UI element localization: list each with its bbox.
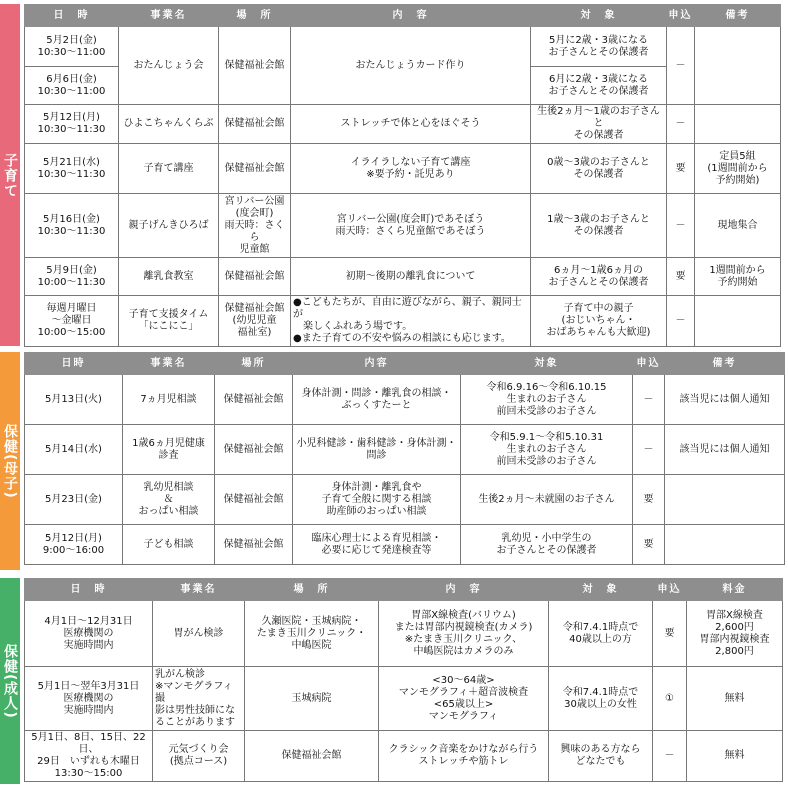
row-note: 該当児には個人通知 <box>665 375 785 425</box>
row-content: 小児科健診・歯科健診・身体計測・ 問診 <box>293 425 461 475</box>
row-apply: － <box>667 27 695 105</box>
header-target: 対 象 <box>531 5 667 27</box>
header-name: 事業名 <box>119 5 219 27</box>
row-date: 5月12日(月) 10:30～11:30 <box>25 105 119 144</box>
row-date: 5月1日、8日、15日、22日、 29日 いずれも木曜日 13:30～15:00 <box>25 731 153 782</box>
table-row <box>25 525 785 565</box>
row-date: 5月1日～翌年3月31日 医療機関の 実施時間内 <box>25 667 153 731</box>
table-row <box>25 475 785 525</box>
row-target: 令和6.9.16～令和6.10.15 生まれのお子さん 前回未受診のお子さん <box>461 375 633 425</box>
row-event: 子ども相談 <box>123 525 215 565</box>
row-content: クラシック音楽をかけながら行う ストレッチや筋トレ <box>379 731 549 782</box>
table-row <box>25 258 781 296</box>
row-apply: － <box>667 296 695 347</box>
header-content: 内容 <box>293 353 461 375</box>
row-note: 定員5組 (1週間前から 予約開始) <box>695 144 781 194</box>
seijin-table <box>24 578 783 782</box>
row-content: 身体計測・問診・離乳食の相談・ ぶっくすたーと <box>293 375 461 425</box>
row-place: 玉城病院 <box>245 667 379 731</box>
row-place: 宮リバー公園 (度会町) 雨天時：さくら 児童館 <box>219 194 291 258</box>
row-target: 生後2ヵ月～1歳のお子さんと その保護者 <box>531 105 667 144</box>
row-place: 保健福祉会館 <box>219 144 291 194</box>
row-note: 1週間前から 予約開始 <box>695 258 781 296</box>
header-content: 内 容 <box>291 5 531 27</box>
row-date: 毎週月曜日 ～金曜日 10:00～15:00 <box>25 296 119 347</box>
row-event: 離乳食教室 <box>119 258 219 296</box>
row-content: ●こどもたちが、自由に遊びながら、親子、親同士が 楽しくふれあう場です。 ●また子育ての不安や悩みの相談にも応じます。 <box>291 296 531 347</box>
row-place: 保健福祉会館 <box>215 375 293 425</box>
row-apply: － <box>633 375 665 425</box>
row-place: 久瀬医院・玉城病院・ たまき玉川クリニック・ 中嶋医院 <box>245 601 379 667</box>
row-apply: 要 <box>633 525 665 565</box>
row-note: 現地集合 <box>695 194 781 258</box>
row-date: 5月12日(月) 9:00～16:00 <box>25 525 123 565</box>
row-event: ひよこちゃんくらぶ <box>119 105 219 144</box>
section-label-kosodate: 子育て <box>0 4 20 346</box>
row-target: 令和5.9.1～令和5.10.31 生まれのお子さん 前回未受診のお子さん <box>461 425 633 475</box>
row-content: 身体計測・離乳食や 子育て全般に関する相談 助産師のおっぱい相談 <box>293 475 461 525</box>
section-label-boshi: 保健(母子) <box>0 352 20 570</box>
header-place: 場所 <box>215 353 293 375</box>
row-place: 保健福祉会館 <box>215 475 293 525</box>
row-event: 7ヵ月児相談 <box>123 375 215 425</box>
row-apply: 要 <box>653 601 687 667</box>
row-date: 5月2日(金) 10:30～11:00 <box>25 27 119 67</box>
header-date: 日時 <box>25 353 123 375</box>
table-row <box>25 194 781 258</box>
header-note: 備考 <box>665 353 785 375</box>
row-target: 0歳～3歳のお子さんと その保護者 <box>531 144 667 194</box>
section-label-seijin: 保健(成人) <box>0 578 20 784</box>
header-name: 事業名 <box>123 353 215 375</box>
section-boshi <box>0 352 788 570</box>
header-apply: 申込 <box>633 353 665 375</box>
row-event: 乳幼児相談 ＆ おっぱい相談 <box>123 475 215 525</box>
row-event: 子育て講座 <box>119 144 219 194</box>
row-event: 子育て支援タイム 「にこにこ」 <box>119 296 219 347</box>
row-target: 子育て中の親子 (おじいちゃん・ おばあちゃんも大歓迎) <box>531 296 667 347</box>
row-target: 6月に2歳・3歳になる お子さんとその保護者 <box>531 67 667 105</box>
table-row <box>25 731 783 782</box>
row-event: 元気づくり会 (拠点コース) <box>153 731 245 782</box>
row-date: 6月6日(金) 10:30～11:00 <box>25 67 119 105</box>
row-apply: 要 <box>667 258 695 296</box>
row-event: 1歳6ヵ月児健康 診査 <box>123 425 215 475</box>
row-content: イライラしない子育て講座 ※要予約・託児あり <box>291 144 531 194</box>
header-place: 場 所 <box>245 579 379 601</box>
row-date: 5月14日(水) <box>25 425 123 475</box>
row-target: 令和7.4.1時点で 40歳以上の方 <box>549 601 653 667</box>
row-target: 令和7.4.1時点で 30歳以上の女性 <box>549 667 653 731</box>
table-row <box>25 27 781 67</box>
boshi-table <box>24 352 785 565</box>
row-place: 保健福祉会館 <box>215 425 293 475</box>
section-kosodate <box>0 4 788 346</box>
table-row <box>25 601 783 667</box>
row-note <box>665 475 785 525</box>
row-apply: 要 <box>667 144 695 194</box>
table-row <box>25 144 781 194</box>
row-place: 保健福祉会館 <box>219 27 291 105</box>
row-content: <30～64歳> マンモグラフィ＋超音波検査 <65歳以上> マンモグラフィ <box>379 667 549 731</box>
row-content: ストレッチで体と心をほぐそう <box>291 105 531 144</box>
row-target: 5月に2歳・3歳になる お子さんとその保護者 <box>531 27 667 67</box>
row-date: 4月1日～12月31日 医療機関の 実施時間内 <box>25 601 153 667</box>
row-event: 乳がん検診 ※マンモグラフィ撮 影は男性技師にな ることがあります <box>153 667 245 731</box>
header-content: 内 容 <box>379 579 549 601</box>
row-date: 5月21日(水) 10:30～11:30 <box>25 144 119 194</box>
header-apply: 申込 <box>653 579 687 601</box>
header-date: 日 時 <box>25 579 153 601</box>
row-note <box>695 105 781 144</box>
row-fee: 胃部X線検査 2,600円 胃部内視鏡検査 2,800円 <box>687 601 783 667</box>
row-apply: － <box>653 731 687 782</box>
header-date: 日 時 <box>25 5 119 27</box>
header-target: 対象 <box>461 353 633 375</box>
row-content: 胃部X線検査(バリウム) または胃部内視鏡検査(カメラ) ※たまき玉川クリニック、 中嶋医院はカメラのみ <box>379 601 549 667</box>
row-place: 保健福祉会館 <box>215 525 293 565</box>
row-target: 興味のある方なら どなたでも <box>549 731 653 782</box>
row-fee: 無料 <box>687 731 783 782</box>
table-row <box>25 105 781 144</box>
row-note <box>695 27 781 105</box>
row-date: 5月13日(火) <box>25 375 123 425</box>
row-note: 該当児には個人通知 <box>665 425 785 475</box>
row-note <box>665 525 785 565</box>
row-target: 1歳～3歳のお子さんと その保護者 <box>531 194 667 258</box>
row-apply: － <box>667 194 695 258</box>
row-place: 保健福祉会館 <box>245 731 379 782</box>
row-content: 臨床心理士による育児相談・ 必要に応じて発達検査等 <box>293 525 461 565</box>
header-note: 備考 <box>695 5 781 27</box>
section-seijin <box>0 578 788 784</box>
header-place: 場 所 <box>219 5 291 27</box>
header-target: 対 象 <box>549 579 653 601</box>
row-note <box>695 296 781 347</box>
row-target: 6ヵ月～1歳6ヵ月の お子さんとその保護者 <box>531 258 667 296</box>
row-place: 保健福祉会館 (幼児児童 福祉室) <box>219 296 291 347</box>
table-row <box>25 375 785 425</box>
header-fee: 料金 <box>687 579 783 601</box>
row-place: 保健福祉会館 <box>219 105 291 144</box>
row-target: 乳幼児・小中学生の お子さんとその保護者 <box>461 525 633 565</box>
row-apply: ① <box>653 667 687 731</box>
row-apply: － <box>633 425 665 475</box>
row-fee: 無料 <box>687 667 783 731</box>
header-apply: 申込 <box>667 5 695 27</box>
row-content: 初期～後期の離乳食について <box>291 258 531 296</box>
row-content: おたんじょうカード作り <box>291 27 531 105</box>
table-row <box>25 425 785 475</box>
row-event: 胃がん検診 <box>153 601 245 667</box>
row-content: 宮リバー公園(度会町)であそぼう 雨天時：さくら児童館であそぼう <box>291 194 531 258</box>
table-row <box>25 296 781 347</box>
row-target: 生後2ヵ月～未就園のお子さん <box>461 475 633 525</box>
row-event: おたんじょう会 <box>119 27 219 105</box>
row-date: 5月23日(金) <box>25 475 123 525</box>
row-date: 5月16日(金) 10:30～11:30 <box>25 194 119 258</box>
row-date: 5月9日(金) 10:00～11:30 <box>25 258 119 296</box>
row-event: 親子げんきひろば <box>119 194 219 258</box>
row-apply: － <box>667 105 695 144</box>
row-place: 保健福祉会館 <box>219 258 291 296</box>
kosodate-table <box>24 4 781 347</box>
row-apply: 要 <box>633 475 665 525</box>
header-name: 事業名 <box>153 579 245 601</box>
table-row <box>25 667 783 731</box>
